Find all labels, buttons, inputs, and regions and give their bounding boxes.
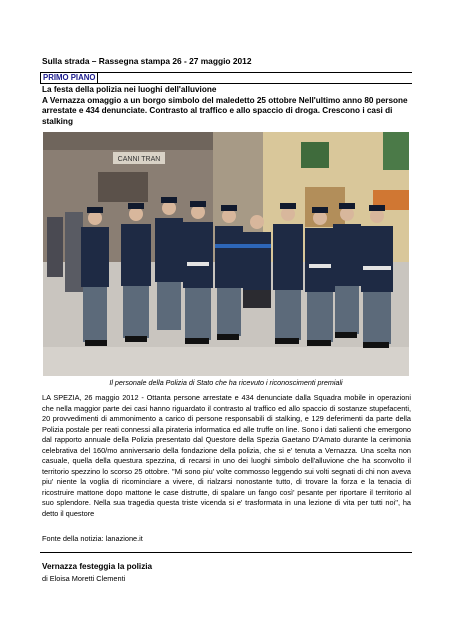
photo-caption: Il personale della Polizia di Stato che ha ricevuto i riconoscimenti premiali bbox=[109, 378, 343, 387]
second-article-title: Vernazza festeggia la polizia bbox=[42, 562, 153, 571]
photo-shop-sign: CANNI TRAN bbox=[117, 156, 161, 163]
article-body: LA SPEZIA, 26 maggio 2012 - Ottanta persone arrestate e 434 denunciate dalla Squadra mobile in operazioni che nella maggior parte dei casi hanno riguardato il contrasto al traffico ed allo spaccio di sostanze stupefacenti, 20 provvedimenti di ammonimento a carico di persone responsabili di stalking, e 129 deferimenti da parte della Polizia postale per reati connessi alla pirateria informatica ed alle truffe on line. Sono i dati salienti che emergono dal rapporto annuale della Polizia presentato dal Questore della Spezia Gaetano D'Amato durante la cerimonia celebrativa del 160/mo anniversario della fondazione della polizia, che si e' tenuta a Vernazza. Una scelta non casuale, quella della questura spezzina, di recarsi in uno dei luoghi simbolo dell'alluvione che ha sconvolto il territorio spezzino lo scorso 25 ottobre. ''Mi sono piu' volte commosso leggendo sui volti segnati di chi non aveva piu' niente la voglia di ricominciare a vivere, di rialzarsi nonostante tutto, di trovare la forza e la tenacia di ricostruire mattone dopo mattone le case distrutte, di spalare un fango così' pesante per riportare il territorio al suo splendore. Nella sua tragedia questa triste vicenda si e' trasformata in una lezione di vita per tutti noi'', ha detto il questore bbox=[42, 393, 411, 518]
section-tag: PRIMO PIANO bbox=[40, 72, 98, 84]
section-bar bbox=[40, 72, 412, 84]
second-article-author: di Eloisa Moretti Clementi bbox=[42, 574, 126, 583]
divider bbox=[40, 552, 412, 553]
press-review-header: Sulla strada – Rassegna stampa 26 - 27 maggio 2012 bbox=[42, 56, 252, 66]
article-photo bbox=[43, 132, 409, 376]
article-headline: La festa della polizia nei luoghi dell'alluvione A Vernazza omaggio a un borgo simbolo del maledetto 25 ottobre Nell'ultimo anno 80 persone arrestate e 434 denunciate. Contrasto al traffico e allo spaccio di droga. Crescono i casi di stalking bbox=[42, 85, 408, 126]
news-source: Fonte della notizia: lanazione.it bbox=[42, 534, 143, 543]
